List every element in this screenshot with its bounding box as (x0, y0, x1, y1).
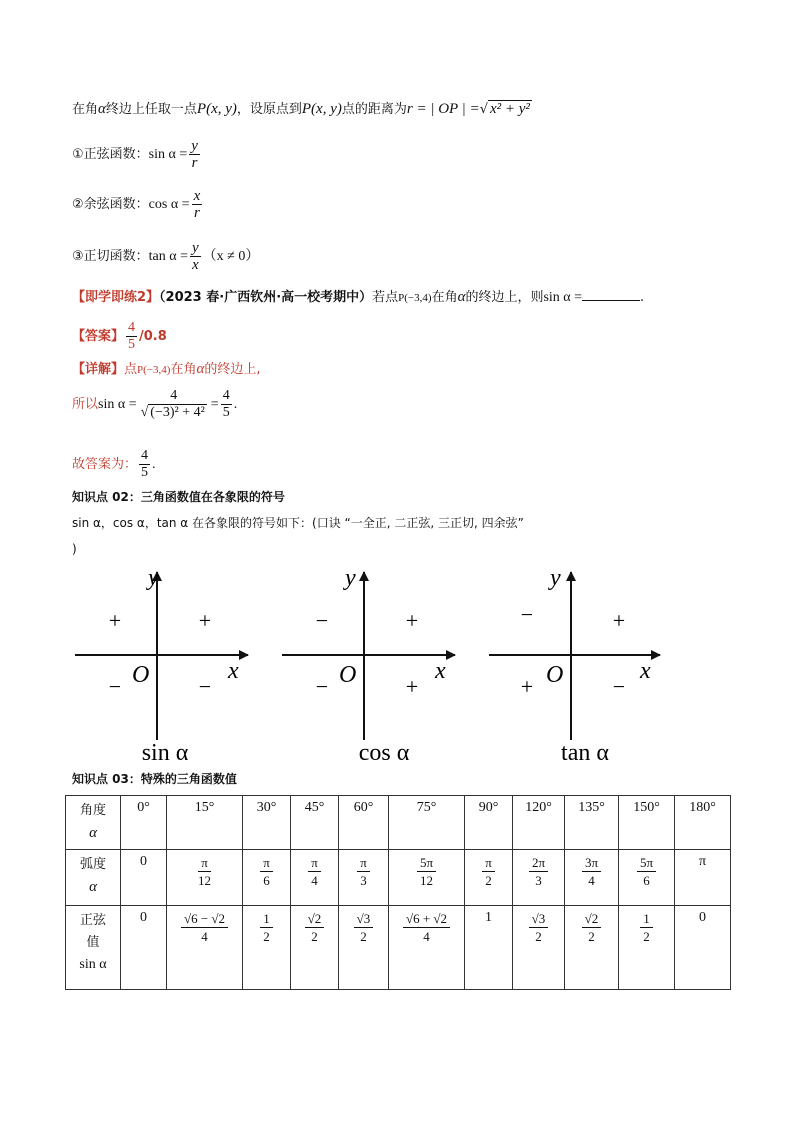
sign-q1: + (405, 608, 419, 633)
frac-den: 4 (423, 929, 430, 944)
frac-num: π (260, 854, 273, 872)
frac-num: y (191, 138, 198, 154)
sine-cell (389, 906, 465, 990)
sign-q2: + (108, 608, 122, 633)
def-fn: cos α = (148, 197, 190, 212)
frac-den: 2 (485, 873, 492, 888)
radian-cell (243, 850, 291, 906)
head-text: 角度 (79, 803, 106, 818)
sign-q3: − (108, 674, 122, 699)
sign-q1: + (612, 608, 626, 633)
degree-cell (389, 796, 465, 850)
sin-expression: sin α = (543, 290, 583, 305)
frac-num: 2π (529, 854, 548, 872)
frac-num: √3 (354, 910, 374, 928)
sine-cell (339, 906, 389, 990)
def-cosine (72, 188, 204, 221)
radian-cell (675, 850, 731, 906)
practice-question (72, 288, 644, 307)
sine-cell (291, 906, 339, 990)
radian-cell (291, 850, 339, 906)
head-alpha: α (89, 879, 97, 895)
diagram-tan (489, 565, 660, 766)
answer-blank[interactable] (582, 288, 640, 301)
cell-fraction (582, 854, 601, 889)
frac-num: 5π (637, 854, 656, 872)
practice-tag: 【即学即练2】 (72, 290, 160, 305)
origin-label: O (339, 662, 357, 688)
conclusion-text: 故答案为： (72, 457, 138, 472)
detail-tag: 【详解】 (72, 362, 125, 377)
kp03-title: 知识点 03：特殊的三角函数值 (72, 772, 237, 786)
cell-fraction (305, 910, 325, 945)
degree-cell (121, 796, 167, 850)
sign-q4: + (405, 674, 419, 699)
row-head-sine (66, 906, 121, 990)
r-expression: r = | OP | = (406, 101, 480, 117)
row-head-radian (66, 850, 121, 906)
frac-num: y (192, 240, 199, 256)
detail-formula: 所以sin α = $\frac{4}{\text{√ (−3)² + 4²}}$ = $\frac{4}{5}$ . (72, 388, 238, 420)
degree-value: 150° (633, 800, 660, 815)
cell-fraction (482, 854, 495, 889)
period: . (233, 397, 238, 412)
answer-tag: 【答案】 (72, 329, 125, 344)
frac-num: 4 (170, 388, 178, 403)
detail-text: 的终边上, (204, 362, 261, 377)
diagram-label: cos α (358, 740, 410, 766)
head-text: 正弦 (79, 913, 106, 928)
frac-den: 4 (201, 929, 208, 944)
sine-cell (465, 906, 513, 990)
sign-q2: − (315, 608, 329, 633)
head-alpha: α (89, 825, 97, 841)
row-head-degree (66, 796, 121, 850)
frac-den: x (192, 257, 199, 273)
frac-den: 6 (643, 873, 650, 888)
head-text: 值 (86, 935, 100, 950)
detail-text: 在角 (170, 362, 197, 377)
cell-fraction (260, 910, 273, 945)
cell-value: π (698, 854, 707, 869)
diagram-label: tan α (561, 740, 609, 766)
intro-text: 点的距离为 (341, 102, 407, 117)
frac-num: x (193, 188, 201, 204)
degree-cell (675, 796, 731, 850)
conclusion-line (72, 448, 156, 481)
cell-value: 0 (140, 910, 147, 925)
sine-cell (513, 906, 565, 990)
frac-den: 5 (128, 337, 136, 352)
sign-q4: − (612, 674, 626, 699)
degree-value: 180° (689, 800, 716, 815)
question-text: 的终边上，则 (465, 290, 544, 305)
special-values-table (65, 795, 731, 990)
radian-row (66, 850, 731, 906)
def-condition: （x ≠ 0） (202, 249, 260, 264)
frac-den: 4 (311, 873, 318, 888)
def-fn: sin α = (148, 147, 188, 162)
axis-x-label: x (640, 658, 651, 684)
cell-value: 0 (140, 854, 147, 869)
degree-value: 60° (353, 800, 374, 815)
frac-den: 3 (360, 873, 367, 888)
degree-cell (619, 796, 675, 850)
sin-expression: sin α = (98, 397, 137, 412)
frac-num: π (308, 854, 321, 872)
sine-cell (167, 906, 243, 990)
alpha-symbol: α (98, 101, 106, 117)
point-p: P(−3,4) (137, 364, 171, 376)
frac-den: 2 (263, 929, 270, 944)
sign-q3: − (315, 674, 329, 699)
kp02-desc-end: ) (72, 542, 77, 556)
def-label: ③正切函数： (72, 249, 149, 264)
head-text: 弧度 (79, 857, 106, 872)
degree-row (66, 796, 731, 850)
kp02-title: 知识点 02：三角函数值在各象限的符号 (72, 490, 285, 504)
def-sine (72, 138, 202, 171)
degree-value: 75° (416, 800, 437, 815)
sign-q3: + (520, 674, 534, 699)
frac-den: 5 (141, 465, 149, 480)
intro-text: ，设原点到 (236, 102, 302, 117)
sine-cell (121, 906, 167, 990)
question-end: . (640, 290, 645, 305)
frac-num: π (482, 854, 495, 872)
point-p: P(x, y) (196, 101, 237, 117)
question-text: 若点 (372, 290, 399, 305)
frac-num: 4 (141, 448, 149, 463)
detail-text: 点 (124, 362, 138, 377)
point-p: P(−3,4) (398, 292, 432, 304)
degree-cell (291, 796, 339, 850)
frac-den: 12 (419, 873, 433, 888)
cell-value: 0 (699, 910, 706, 925)
frac-num: √2 (305, 910, 325, 928)
frac-den: 6 (263, 873, 270, 888)
kp02-desc: sin α，cos α，tan α 在各象限的符号如下：(口诀 “一全正, 二正弦, 三正切, 四余弦” (72, 516, 524, 530)
sine-row (66, 906, 731, 990)
question-text: 在角 (431, 290, 458, 305)
cell-fraction (357, 854, 370, 889)
degree-cell (167, 796, 243, 850)
degree-cell (513, 796, 565, 850)
cell-fraction (582, 910, 602, 945)
cell-fraction (308, 854, 321, 889)
cell-fraction (529, 910, 549, 945)
sqrt-expression: x² + y² (489, 101, 530, 117)
practice-source: （2023 春·广西钦州·高一校考期中） (159, 290, 373, 305)
cell-fraction (417, 854, 436, 889)
alpha-symbol: α (457, 289, 466, 305)
def-label: ②余弦函数： (72, 197, 149, 212)
frac-den: 2 (643, 929, 650, 944)
answer-alt: /0.8 (139, 329, 167, 344)
frac-den: 2 (360, 929, 367, 944)
cell-fraction (181, 910, 228, 945)
frac-num: √2 (582, 910, 602, 928)
intro-line: 在角α终边上任取一点P(x, y)，设原点到P(x, y)点的距离为r = | OP | =√ x² + y² (72, 101, 530, 117)
equals-sign: = (210, 397, 219, 412)
frac-den: 4 (588, 873, 595, 888)
frac-num: 3π (582, 854, 601, 872)
origin-label: O (132, 662, 150, 688)
head-sin: sin α (79, 957, 107, 972)
radian-cell (167, 850, 243, 906)
degree-cell (565, 796, 619, 850)
sign-q4: − (198, 674, 212, 699)
cell-fraction (640, 910, 653, 945)
cell-fraction (529, 854, 548, 889)
degree-value: 0° (137, 800, 150, 815)
frac-den: 2 (588, 929, 595, 944)
detail-text: 所以 (72, 397, 99, 412)
alpha-symbol: α (196, 361, 205, 377)
frac-den: r (191, 155, 198, 171)
sine-cell (243, 906, 291, 990)
origin-label: O (546, 662, 564, 688)
radian-cell (339, 850, 389, 906)
period: . (152, 457, 156, 472)
frac-den: (−3)² + 4² (150, 405, 205, 420)
axis-y-label: y (550, 565, 561, 591)
cell-fraction (260, 854, 273, 889)
def-label: ①正弦函数： (72, 147, 149, 162)
sine-cell (619, 906, 675, 990)
sine-cell (675, 906, 731, 990)
frac-num: 4 (128, 320, 136, 335)
radian-cell (513, 850, 565, 906)
degree-value: 15° (194, 800, 215, 815)
frac-den: 12 (198, 873, 211, 888)
point-p: P(x, y) (301, 101, 342, 117)
frac-num: π (357, 854, 370, 872)
frac-num: 4 (222, 388, 230, 403)
frac-den: 2 (535, 929, 542, 944)
sine-cell (565, 906, 619, 990)
degree-value: 90° (478, 800, 499, 815)
frac-num: √6 + √2 (403, 910, 450, 928)
sign-q1: + (198, 608, 212, 633)
degree-value: 45° (304, 800, 325, 815)
detail-line (72, 360, 260, 379)
cell-fraction (354, 910, 374, 945)
frac-den: 5 (222, 405, 230, 420)
frac-num: π (198, 854, 211, 872)
degree-cell (243, 796, 291, 850)
axis-y-label: y (345, 565, 356, 591)
frac-num: √3 (529, 910, 549, 928)
radian-cell (619, 850, 675, 906)
degree-cell (339, 796, 389, 850)
cell-fraction (637, 854, 656, 889)
quadrant-diagrams (0, 560, 794, 770)
cell-value: 1 (485, 910, 492, 925)
axis-y-label: y (148, 565, 159, 591)
frac-num: 1 (260, 910, 273, 928)
frac-num: 1 (640, 910, 653, 928)
radian-cell (389, 850, 465, 906)
cell-fraction (403, 910, 450, 945)
def-fn: tan α = (148, 249, 188, 264)
diagram-sin (75, 565, 248, 766)
frac-num: √6 − √2 (181, 910, 228, 928)
degree-value: 30° (256, 800, 277, 815)
diagram-cos (282, 565, 455, 766)
frac-den: r (193, 205, 200, 221)
frac-num: 5π (417, 854, 436, 872)
sign-q2: − (520, 602, 534, 627)
frac-den: 3 (535, 873, 542, 888)
degree-value: 135° (578, 800, 605, 815)
answer-line (72, 320, 167, 353)
intro-text: 终边上任取一点 (105, 102, 197, 117)
degree-value: 120° (525, 800, 552, 815)
axis-x-label: x (435, 658, 446, 684)
cell-fraction (198, 854, 211, 889)
intro-text: 在角 (72, 102, 99, 117)
radian-cell (565, 850, 619, 906)
radian-cell (121, 850, 167, 906)
axis-x-label: x (228, 658, 239, 684)
frac-den: 2 (311, 929, 318, 944)
def-tangent (72, 240, 259, 273)
diagram-label: sin α (141, 740, 189, 766)
radian-cell (465, 850, 513, 906)
degree-cell (465, 796, 513, 850)
